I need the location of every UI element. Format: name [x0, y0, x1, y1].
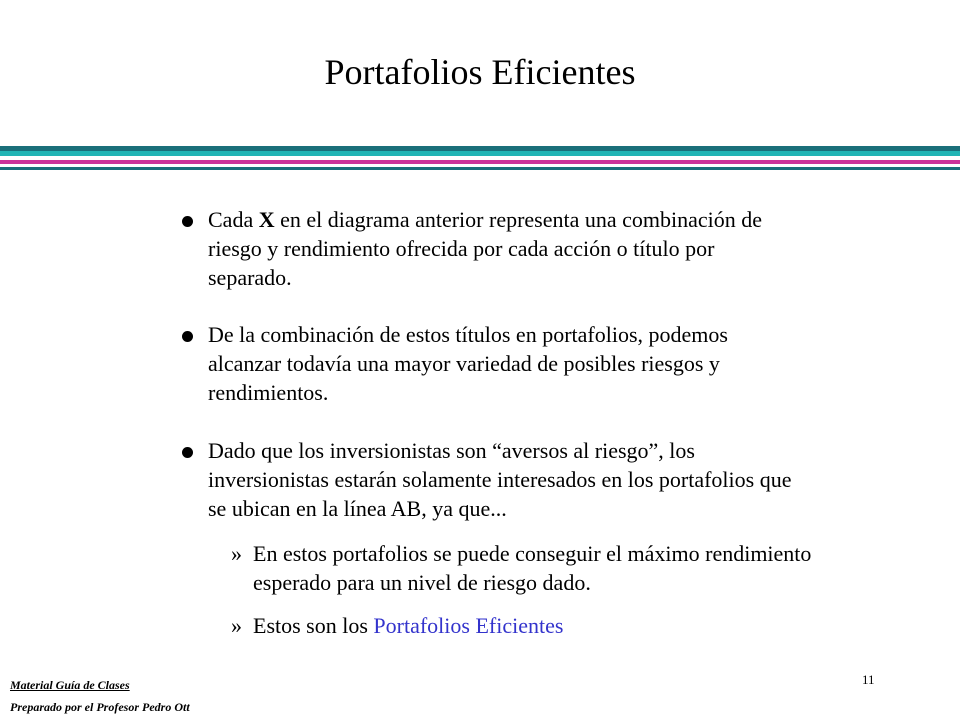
bullet-text-part: Cada: [208, 207, 259, 232]
bullet-dot-icon: [182, 216, 193, 227]
sub-bullet-item: [231, 611, 811, 641]
footer-course-label: Material Guía de Clases: [10, 678, 130, 692]
bullet-text: Dado que los inversionistas son “aversos al riesgo”, los inversionistas estarán solamente interesados en los portafolios que se ubican en la línea AB, ya que...: [208, 438, 792, 521]
slide-title: Portafolios Eficientes: [324, 52, 636, 92]
bullet-dot-icon: [182, 447, 193, 458]
sub-bullet-marker: »: [231, 541, 242, 566]
bullet-bold-x: X: [258, 207, 275, 232]
sub-bullet-item: [231, 539, 811, 599]
bullet-text: De la combinación de estos títulos en portafolios, podemos alcanzar todavía una mayor variedad de posibles riesgos y rendimientos.: [208, 322, 728, 405]
sub-bullet-marker: »: [231, 613, 242, 638]
bullet-item: [182, 320, 782, 410]
page-number: 11: [862, 672, 875, 687]
efficient-portfolios-highlight: Portafolios Eficientes: [373, 613, 564, 638]
bullet-text-part: en el diagrama anterior representa una combinación de riesgo y rendimiento ofrecida por cada acción o título por separado.: [208, 207, 763, 290]
footer-author-label: Preparado por el Profesor Pedro Ott: [10, 700, 190, 714]
bullet-dot-icon: [182, 331, 193, 342]
sub-bullet-prefix: Estos son los: [253, 613, 374, 638]
bullet-text: [208, 205, 798, 292]
sub-bullet-text: [253, 611, 813, 640]
footer: [10, 678, 300, 715]
bullet-item: [182, 436, 792, 526]
bullet-item: [182, 205, 782, 295]
sub-bullet-text: En estos portafolios se puede conseguir el máximo rendimiento esperado para un nivel de riesgo dado.: [253, 541, 812, 595]
